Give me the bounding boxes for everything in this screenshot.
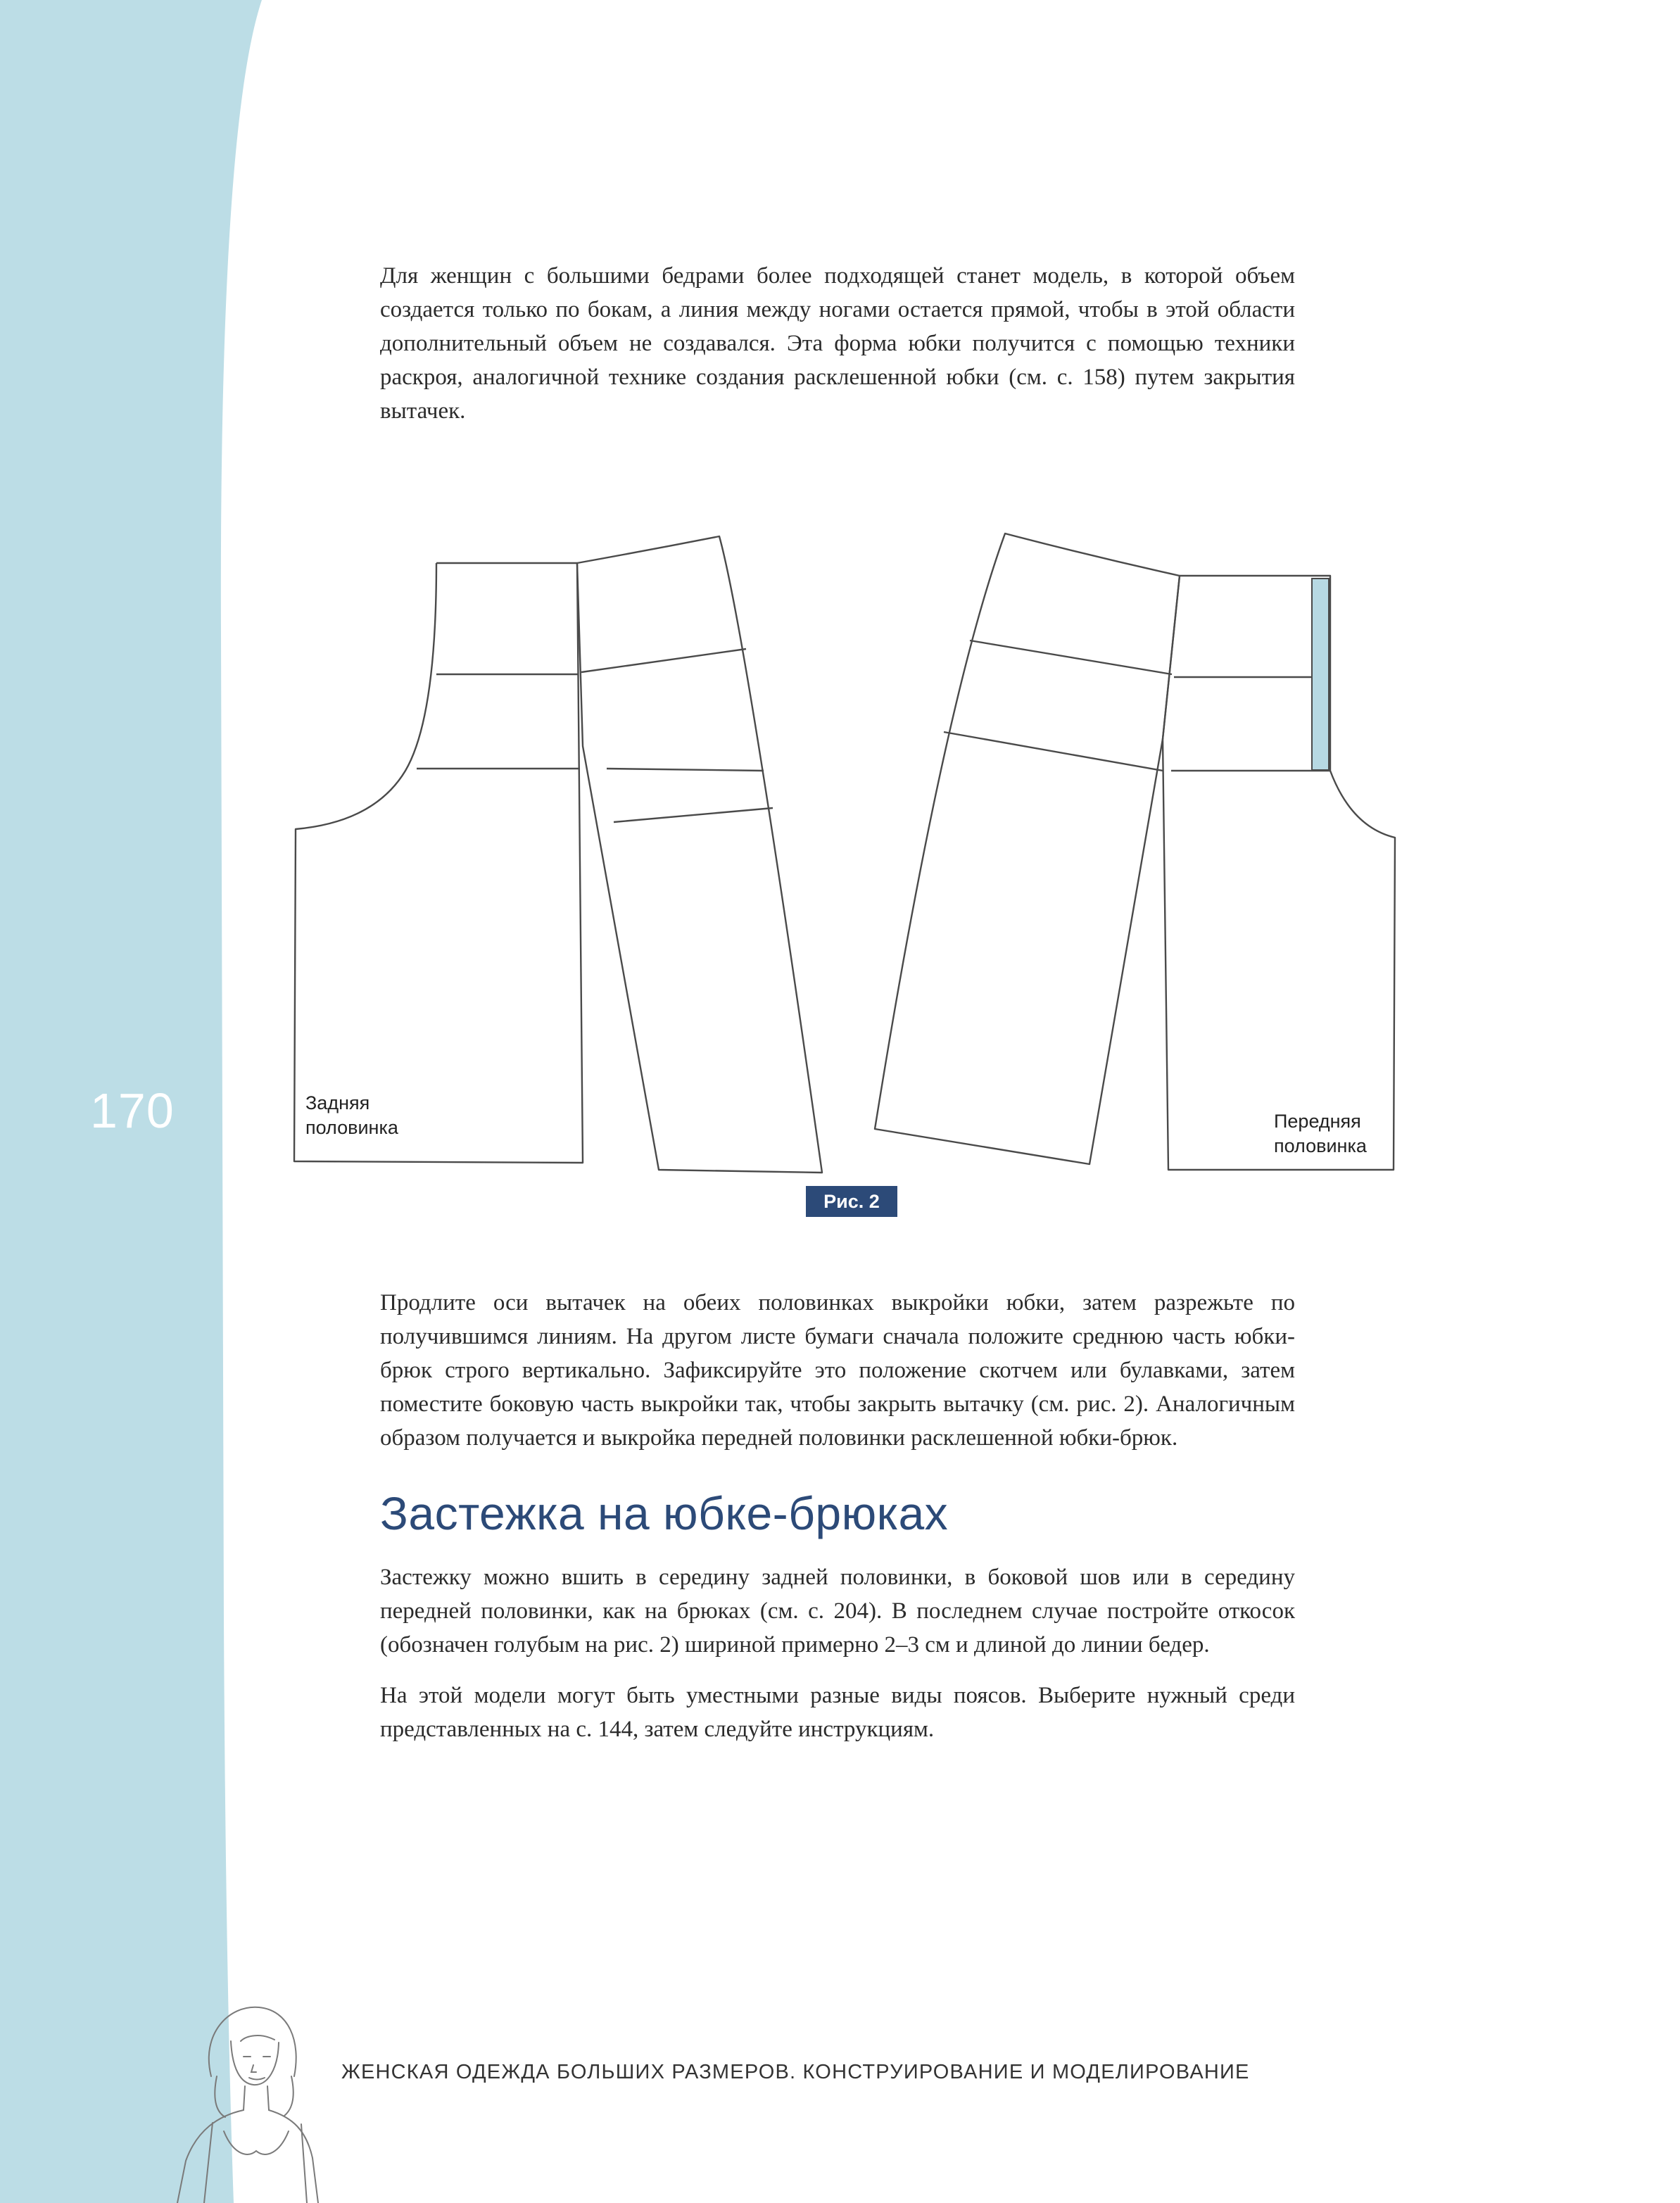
- woman-illustration: [162, 1992, 338, 2203]
- facing-strip: [1312, 579, 1329, 770]
- paragraph-waistbands: На этой модели могут быть уместными разные виды поясов. Выберите нужный среди представленных на с. 144, затем следуйте инструкциям.: [380, 1683, 1295, 1742]
- front-center-panel: [875, 534, 1180, 1164]
- back-side-panel: [294, 563, 583, 1163]
- label-back-line1: Задняя: [305, 1092, 370, 1113]
- front-side-panel: [1163, 576, 1395, 1170]
- back-center-panel: [577, 536, 822, 1173]
- label-front-line1: Передняя: [1274, 1111, 1361, 1132]
- paragraph-instructions: Продлите оси вытачек на обеих половинках выкройки юбки, затем разрежьте по получившимся линиям. На другом листе бумаги сначала положите среднюю часть юбки-брюк строго вертикально. Зафиксируйте это положение скотчем или булавками, затем поместите боковую часть выкройки так, чтобы закрыть вытачку (см. рис. 2). Аналогичным образом получается и выкройка передней половинки расклешенной юбки-брюк.: [380, 1290, 1295, 1451]
- paragraph-intro: Для женщин с большими бедрами более подходящей станет модель, в которой объем создается только по бокам, а линия между ногами остается прямой, чтобы в этой области дополнительный объем не создавался. Эта форма юбки получится с помощью техники раскроя, аналогичной технике создания расклешенной юбки (см. с. 158) путем закрытия вытачек.: [380, 263, 1295, 424]
- page-number: 170: [90, 1083, 175, 1138]
- label-back-line2: половинка: [305, 1117, 398, 1138]
- figure-caption: Рис. 2: [806, 1186, 897, 1217]
- label-back-half: [305, 1091, 398, 1140]
- paragraph-closure: Застежку можно вшить в середину задней половинки, в боковой шов или в середину передней половинки, как на брюках (см. с. 204). В последнем случае постройте откосок (обозначен голубым на рис. 2) шириной примерно 2–3 см и длиной до линии бедер.: [380, 1565, 1295, 1658]
- section-heading: Застежка на юбке-брюках: [380, 1487, 949, 1539]
- label-front-line2: половинка: [1274, 1135, 1367, 1156]
- label-front-half: [1274, 1109, 1367, 1159]
- footer-book-title: ЖЕНСКАЯ ОДЕЖДА БОЛЬШИХ РАЗМЕРОВ. КОНСТРУИРОВАНИЕ И МОДЕЛИРОВАНИЕ: [341, 2061, 1250, 2083]
